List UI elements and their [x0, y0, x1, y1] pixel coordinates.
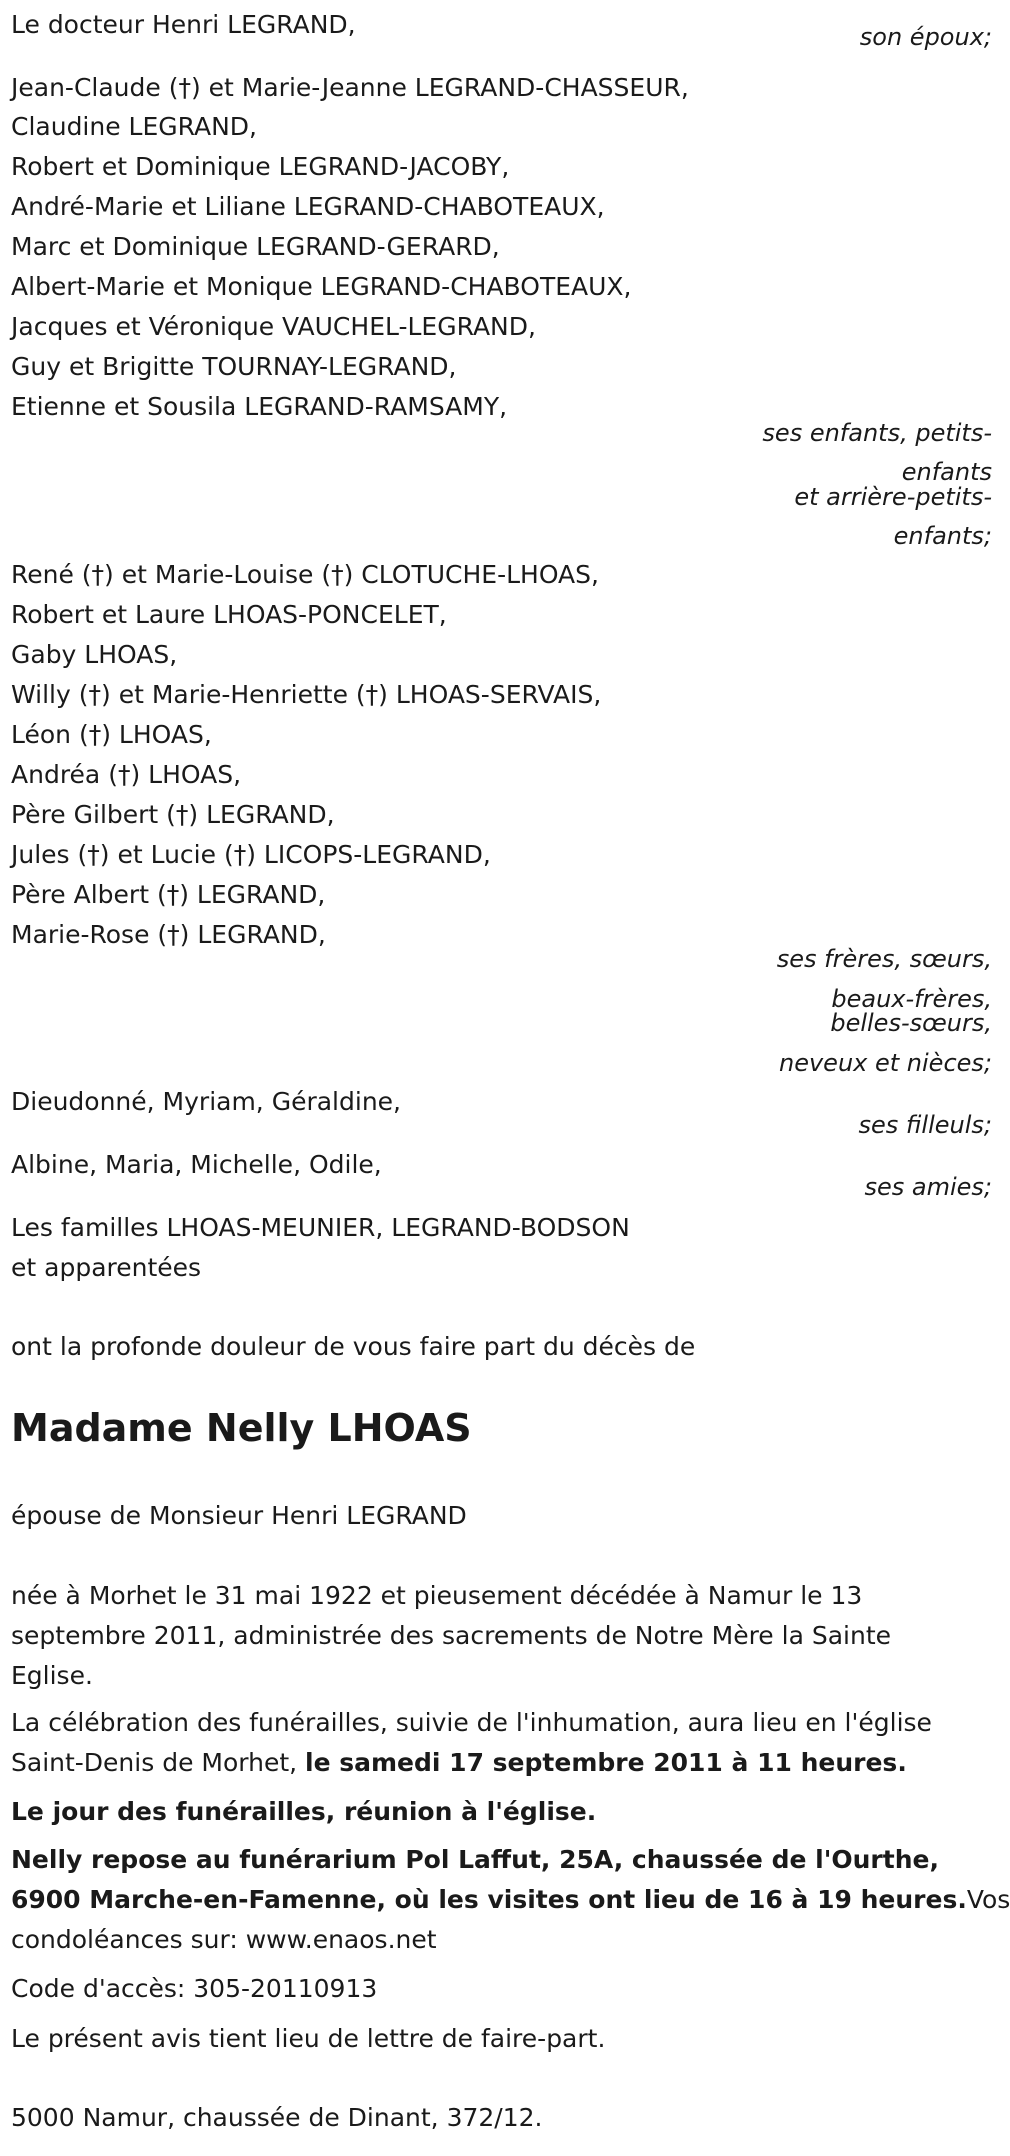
children-role-3: et arrière-petits- — [794, 483, 992, 511]
sibling-8: Jules (†) et Lucie (†) LICOPS-LEGRAND, — [11, 840, 491, 869]
siblings-role-2: beaux-frères, — [831, 985, 992, 1013]
funeral-date: le samedi 17 septembre 2011 à 11 heures. — [305, 1748, 907, 1777]
funeral-line-1: La célébration des funérailles, suivie de l'inhumation, aura lieu en l'église — [11, 1708, 932, 1737]
sibling-3: Gaby LHOAS, — [11, 640, 178, 669]
sibling-6: Andréa (†) LHOAS, — [11, 760, 242, 789]
sibling-2: Robert et Laure LHOAS-PONCELET, — [11, 600, 447, 629]
children-role-4: enfants; — [893, 522, 992, 550]
siblings-role-3: belles-sœurs, — [830, 1009, 992, 1037]
child-6: Albert-Marie et Monique LEGRAND-CHABOTEAUX, — [11, 272, 632, 301]
children-role-2: enfants — [901, 458, 992, 486]
access-code: Code d'accès: 305-20110913 — [11, 1974, 378, 2003]
meeting-notice: Le jour des funérailles, réunion à l'église. — [11, 1797, 597, 1826]
sibling-5: Léon (†) LHOAS, — [11, 720, 212, 749]
child-2: Claudine LEGRAND, — [11, 112, 258, 141]
sibling-9: Père Albert (†) LEGRAND, — [11, 880, 326, 909]
child-9: Etienne et Sousila LEGRAND-RAMSAMY, — [11, 392, 508, 421]
funeral-line-2 — [11, 1746, 907, 1780]
friends-names: Albine, Maria, Michelle, Odile, — [11, 1150, 382, 1179]
siblings-role-1: ses frères, sœurs, — [776, 945, 992, 973]
families-line-2: et apparentées — [11, 1253, 202, 1282]
notice: Le présent avis tient lieu de lettre de faire-part. — [11, 2024, 606, 2053]
condolences-lead: Vos — [966, 1885, 1010, 1914]
visitation-hours: 6900 Marche-en-Famenne, où les visites ont lieu de 16 à 19 heures. — [11, 1885, 967, 1914]
children-role-1: ses enfants, petits- — [762, 419, 992, 447]
spouse-name: Le docteur Henri LEGRAND, — [11, 10, 356, 39]
friends-role: ses amies; — [864, 1173, 992, 1201]
sibling-1: René (†) et Marie-Louise (†) CLOTUCHE-LHOAS, — [11, 560, 599, 589]
siblings-role-4: neveux et nièces; — [779, 1049, 992, 1077]
announcement: ont la profonde douleur de vous faire part du décès de — [11, 1332, 696, 1361]
godchildren-role: ses filleuls; — [858, 1111, 992, 1139]
deceased-name: Madame Nelly LHOAS — [11, 1406, 472, 1450]
wife-of: épouse de Monsieur Henri LEGRAND — [11, 1501, 467, 1530]
families-line-1: Les familles LHOAS-MEUNIER, LEGRAND-BODSON — [11, 1213, 630, 1242]
sibling-7: Père Gilbert (†) LEGRAND, — [11, 800, 335, 829]
child-7: Jacques et Véronique VAUCHEL-LEGRAND, — [11, 312, 536, 341]
funeral-place: Saint-Denis de Morhet, — [11, 1748, 306, 1777]
spouse-role: son époux; — [859, 23, 992, 51]
child-3: Robert et Dominique LEGRAND-JACOBY, — [11, 152, 510, 181]
child-1: Jean-Claude (†) et Marie-Jeanne LEGRAND-CHASSEUR, — [11, 73, 689, 102]
child-8: Guy et Brigitte TOURNAY-LEGRAND, — [11, 352, 457, 381]
godchildren-names: Dieudonné, Myriam, Géraldine, — [11, 1087, 401, 1116]
visitation-line-1: Nelly repose au funérarium Pol Laffut, 25A, chaussée de l'Ourthe, — [11, 1845, 939, 1874]
child-4: André-Marie et Liliane LEGRAND-CHABOTEAUX, — [11, 192, 605, 221]
condolences-line: condoléances sur: www.enaos.net — [11, 1925, 437, 1954]
sibling-10: Marie-Rose (†) LEGRAND, — [11, 920, 326, 949]
sibling-4: Willy (†) et Marie-Henriette (†) LHOAS-SERVAIS, — [11, 680, 602, 709]
visitation-line-2 — [11, 1883, 1010, 1917]
address: 5000 Namur, chaussée de Dinant, 372/12. — [11, 2103, 543, 2132]
birth-line-2: septembre 2011, administrée des sacrements de Notre Mère la Sainte — [11, 1621, 892, 1650]
birth-line-3: Eglise. — [11, 1661, 93, 1690]
birth-line-1: née à Morhet le 31 mai 1922 et pieusement décédée à Namur le 13 — [11, 1581, 863, 1610]
child-5: Marc et Dominique LEGRAND-GERARD, — [11, 232, 500, 261]
